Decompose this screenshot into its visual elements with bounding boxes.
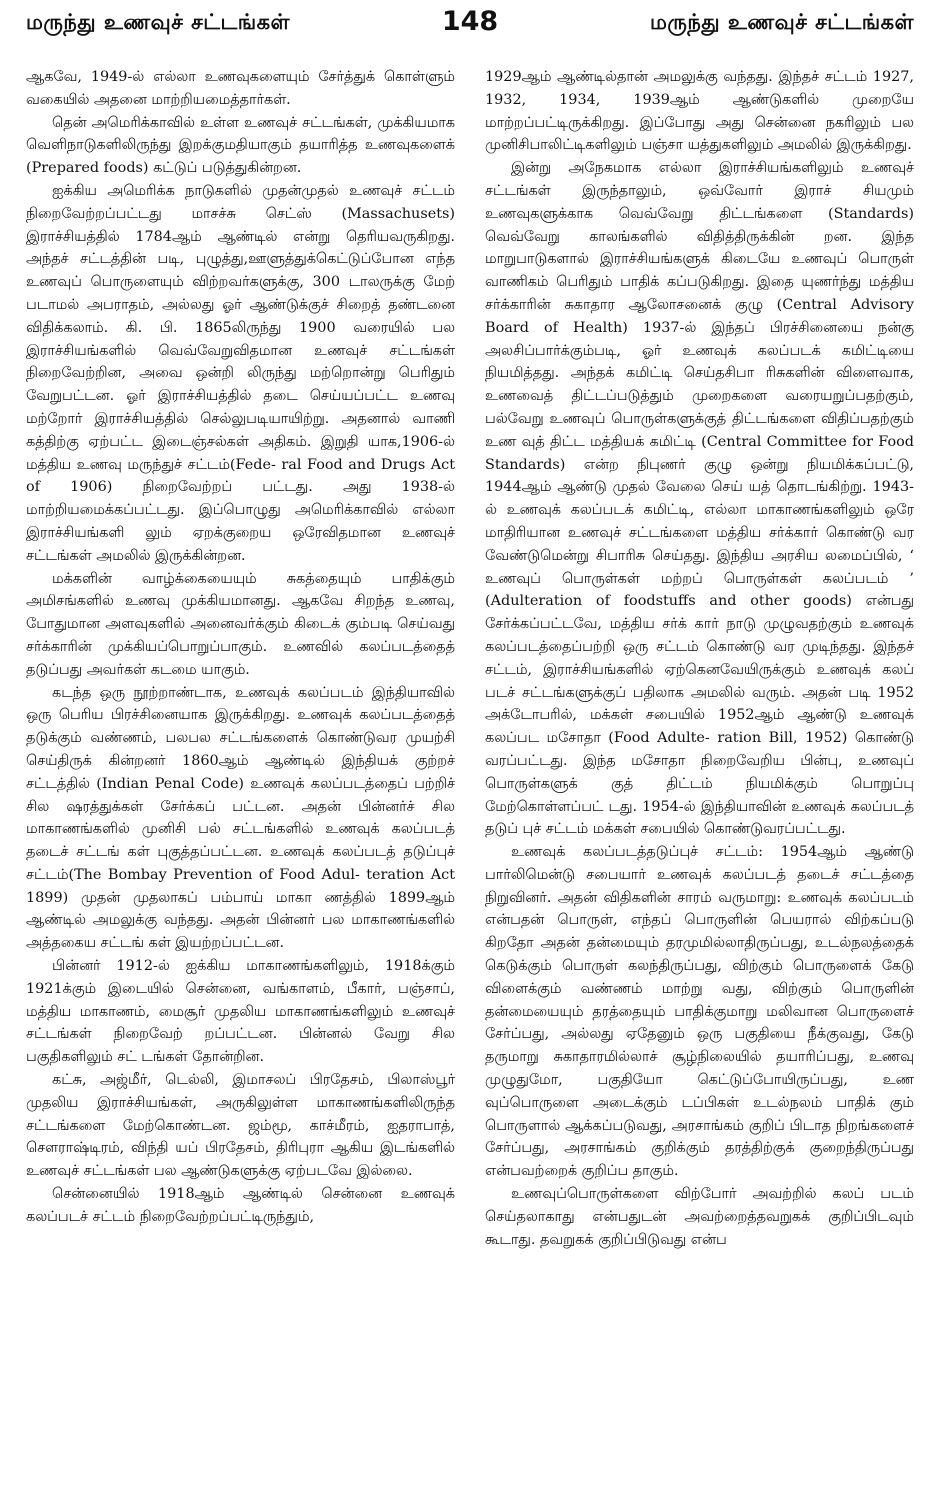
running-title-right: மருந்து உணவுச் சட்டங்கள்	[650, 10, 914, 34]
running-title-left: மருந்து உணவுச் சட்டங்கள்	[26, 10, 290, 34]
page-header	[26, 6, 914, 56]
paragraph: மக்களின் வாழ்க்கையையும் சுகத்தையும் பாதிக்கும் அமிசங்களில் உணவு முக்கியமானது. ஆகவே சிறந்த உணவு, போதுமான அளவுகளில் அனைவர்க்கும் கிடைக் கும்படி செய்வது சர்க்காரின் முக்கியப்பொறுப்பாகும். உணவில் கலப்படத்தைத் தடுப்பது அவர்கள் கடமை யாகும்.	[26, 570, 455, 678]
right-column	[485, 66, 914, 1487]
paragraph: ஐக்கிய அமெரிக்க நாடுகளில் முதன்முதல் உணவுச் சட்டம் நிறைவேற்றப்பட்டது மாசச்சு செட்ஸ் (Massachusets) இராச்சியத்தில் 1784ஆம் ஆண்டில் என்று தெரியவருகிறது. அந்தச் சட்டத்தின் படி, புழுத்து,ஊளுத்துக்கெட்டுப்போன எந்த உணவுப் பொருளையும் விற்றவர்களுக்கு, 300 டாலருக்கு மேற் படாமல் அபராதம், அல்லது ஓர் ஆண்டுக்குச் சிறைத் தண்டனை விதிக்கலாம். கி. பி. 1865லிருந்து 1900 வரையில் பல இராச்சியங்களில் வெவ்வேறுவிதமான உணவுச் சட்டங்கள் நிறைவேற்றின, அவை ஒன்றி லிருந்து மற்றொன்று பெரிதும் வேறுபட்டன. ஓர் இராச்சியத்தில் தடை செய்யப்பட்ட உணவு மற்றோர் இராச்சியத்தில் செல்லுபடியாயிற்று. அதனால் வாணி கத்திற்கு ஏற்பட்ட இடைஞ்சல்கள் அதிகம். இறுதி யாக,1906-ல் மத்திய உணவு மருந்துச் சட்டம்(Fede- ral Food and Drugs Act of 1906) நிறைவேற்றப் பட்டது. அது 1938-ல் மாற்றியமைக்கப்பட்டது. இப்பொழுது அமெரிக்காவில் எல்லா இராச்சியங்களி லும் ஏறக்குறைய ஒரேவிதமான உணவுச் சட்டங்கள் அமலில் இருக்கின்றன.	[26, 182, 455, 564]
paragraph: உணவுப்பொருள்களை விற்போர் அவற்றில் கலப் படம் செய்தலாகாது என்பதுடன் அவற்றைத்தவறுகக் குறிப்பிடவும் கூடாது. தவறுகக் குறிப்பிடுவது என்ப	[485, 1186, 914, 1248]
paragraph: கடந்த ஒரு நூற்றாண்டாக, உணவுக் கலப்படம் இந்தியாவில் ஒரு பெரிய பிரச்சினையாக இருக்கிறது. உணவுக் கலப்படத்தைத் தடுக்கும் வண்ணம், பலபல சட்டங்களைக் கொண்டுவர முயற்சி செய்திருக் கின்றனர் 1860ஆம் ஆண்டில் இந்தியக் குற்றச் சட்டத்தில் (Indian Penal Code) உணவுக் கலப்படத்தைப் பற்றிச் சில ஷரத்துக்கள் சேர்க்கப் பட்டன. அதன் பின்னர்ச் சில மாகாணங்களில் முனிசி பல் சட்டங்களில் உணவுக் கலப்படத் தடைச் சட்டங் கள் புகுத்தப்பட்டன. உணவுக் கலப்படத் தடுப்புச் சட்டம்(The Bombay Prevention of Food Adul- teration Act 1899) முதன் முதலாகப் பம்பாய் மாகா ணத்தில் 1899ஆம் ஆண்டில் அமலுக்கு வந்தது. அதன் பின்னர் பல மாகாணங்களில் அத்தகைய சட்டங் கள் இயற்றப்பட்டன.	[26, 684, 455, 952]
paragraph: தென் அமெரிக்காவில் உள்ள உணவுச் சட்டங்கள், முக்கியமாக வெளிநாடுகளிலிருந்து இறக்குமதியாகும் தயாரித்த உணவுகளைக் (Prepared foods) கட்டுப் படுத்துகின்றன.	[26, 114, 455, 177]
paragraph: உணவுக் கலப்படத்தடுப்புச் சட்டம்: 1954ஆம் ஆண்டு பார்லிமென்டு சபையார் உணவுக் கலப்படத் தடைச் சட்டத்தை நிறுவினர். அதன் விதிகளின் சாரம் வருமாறு: உணவுக் கலப்படம் என்பதன் பொருள், எந்தப் பொருளின் பெயரால் விற்கப்படு கிறதோ அதன் தன்மையும் தரமுமில்லாதிருப்பது, உடல்நலத்தைக் கெடுக்கும் பொருள் கலந்திருப்பது, விற்கும் பொருளைக் கேடு விளைக்கும் வண்ணம் மாற்று வது, விற்கும் பொருளின் தன்மையையும் தரத்தையும் பாதிக்குமாறு மலிவான பொருளைச் சேர்ப்பது, அல்லது ஏதேனும் ஒரு பகுதியை நீக்குவது, கேடு தருமாறு சுகாதாரமில்லாச் சூழ்நிலையில் தயாரிப்பது, உணவு முழுதுமோ, பகுதியோ கெட்டுப்போயிருப்பது, உண வுப்பொருளை அடைக்கும் டப்பிகள் உடல்நலம் பாதிக் கும் பொருளால் ஆக்கப்படுவது, அரசாங்கம் குறிப் பிடாத நிறங்களைச் சேர்ப்பது, அரசாங்கம் குறிக்கும் தரத்திற்குக் குறைந்திருப்பது என்பவற்றைக் குறிப்ப தாகும்.	[485, 844, 914, 1180]
page-number: 148	[441, 6, 499, 37]
paragraph: ஆகவே, 1949-ல் எல்லா உணவுகளையும் சேர்த்துக் கொள்ளும் வகையில் அதனை மாற்றியமைத்தார்கள்.	[26, 69, 455, 108]
paragraph: பின்னர் 1912-ல் ஐக்கிய மாகாணங்களிலும், 1918க்கும் 1921க்கும் இடையில் சென்னை, வங்காளம், பீகார், பஞ்சாப், மத்திய மாகாணம், மைசூர் முதலிய மாகாணங்களிலும் உணவுச் சட்டங்கள் நிறைவேற் றப்பட்டன. பின்னல் வேறு சில பகுதிகளிலும் சட் டங்கள் தோன்றின.	[26, 958, 455, 1066]
paragraph: 1929ஆம் ஆண்டில்தான் அமலுக்கு வந்தது. இந்தச் சட்டம் 1927, 1932, 1934, 1939ஆம் ஆண்டுகளில் முறையே மாற்றப்பட்டிருக்கிறது. இப்போது அது சென்னை நகரிலும் பல முனிசிபாலிட்டிகளிலும் பஞ்சா யத்துகளிலும் அமலில் இருக்கிறது.	[485, 69, 914, 154]
text-columns	[26, 66, 914, 1487]
paragraph: கட்சு, அஜ்மீர், டெல்லி, இமாசலப் பிரதேசம், பிலாஸ்பூர் முதலிய இராச்சியங்கள், அருகிலுள்ள மாகாணங்களிலிருந்த சட்டங்களை மேற்கொண்டன. ஜம்மூ, காச்மீரம், ஐதராபாத், சௌராஷ்டிரம், விந்தி யப் பிரதேசம், திரிபுரா ஆகிய இடங்களில் உணவுச் சட்டங்கள் பல ஆண்டுகளுக்கு ஏற்படவே இல்லை.	[26, 1072, 455, 1180]
paragraph: இன்று அநேகமாக எல்லா இராச்சியங்களிலும் உணவுச் சட்டங்கள் இருந்தாலும், ஒவ்வோர் இராச் சியமும் உணவுகளுக்காக வெவ்வேறு திட்டங்களை (Standards) வெவ்வேறு காலங்களில் விதித்திருக்கின் றன. இந்த மாறுபாடுகளால் இராச்சியங்களுக் கிடையே உணவுப் பொருள் வாணிகம் பெரிதும் பாதிக் கப்படுகிறது. இதை யுணர்ந்து மத்திய சர்க்காரின் சுகாதார ஆலோசனைக் குழு (Central Advisory Board of Health) 1937-ல் இந்தப் பிரச்சினையை நன்கு அலசிப்பார்க்கும்படி, ஓர் உணவுக் கலப்படக் கமிட்டியை நியமித்தது. அந்தக் கமிட்டி செய்தசிபா ரிசுகளின் விளைவாக, உணவைத் திட்டப்படுத்தும் முறைகளை வரையறுப்பதற்கும், பல்வேறு உணவுப் பொருள்களுக்குத் திட்டங்களை விதிப்பதற்கும் உண வுத் திட்ட மத்தியக் கமிட்டி (Central Committee for Food Standards) என்ற நிபுணர் குழு ஒன்று நியமிக்கப்பட்டு, 1944ஆம் ஆண்டு முதல் வேலை செய் யத் தொடங்கிற்று. 1943-ல் உணவுக் கலப்படக் கமிட்டி, எல்லா மாகாணங்களிலும் ஒரே மாதிரியான உணவுச் சட்டங்களை மத்திய சர்க்கார் கொண்டு வர வேண்டுமென்று சிபாரிசு செய்தது. இந்திய அரசிய லமைப்பில், ‘ உணவுப் பொருள்கள் மற்றப் பொருள்கள் கலப்படம் ’ (Adulteration of foodstuffs and other goods) என்பது சேர்க்கப்பட்டவே, மத்திய சர்க் கார் நாடு முழுவதற்கும் உணவுக் கலப்படத்தைப்பற்றி ஒரு சட்டம் கொண்டு வர முடிந்தது. இந்தச் சட்டம், இராச்சியங்களில் ஏற்கெனவேயிருக்கும் உணவுக் கலப் படச் சட்டங்களுக்குப் பதிலாக அமலில் வரும். அதன் படி 1952 அக்டோபரில், மக்கள் சபையில் 1952ஆம் ஆண்டு உணவுக் கலப்பட மசோதா (Food Adulte- ration Bill, 1952) கொண்டு வரப்பட்டது. இந்த மசோதா நிறைவேறிய பின்பு, உணவுப் பொருள்களுக் குத் திட்டம் நியமிக்கும் பொறுப்பு மேற்கொள்ளப்பட் டது. 1954-ல் இந்தியாவின் உணவுக் கலப்படத் தடுப் புச் சட்டம் மக்கள் சபையில் கொண்டுவரப்பட்டது.	[485, 160, 914, 838]
paragraph: சென்னையில் 1918ஆம் ஆண்டில் சென்னை உணவுக் கலப்படச் சட்டம் நிறைவேற்றப்பட்டிருந்தும்,	[26, 1186, 455, 1225]
left-column	[26, 66, 455, 1487]
